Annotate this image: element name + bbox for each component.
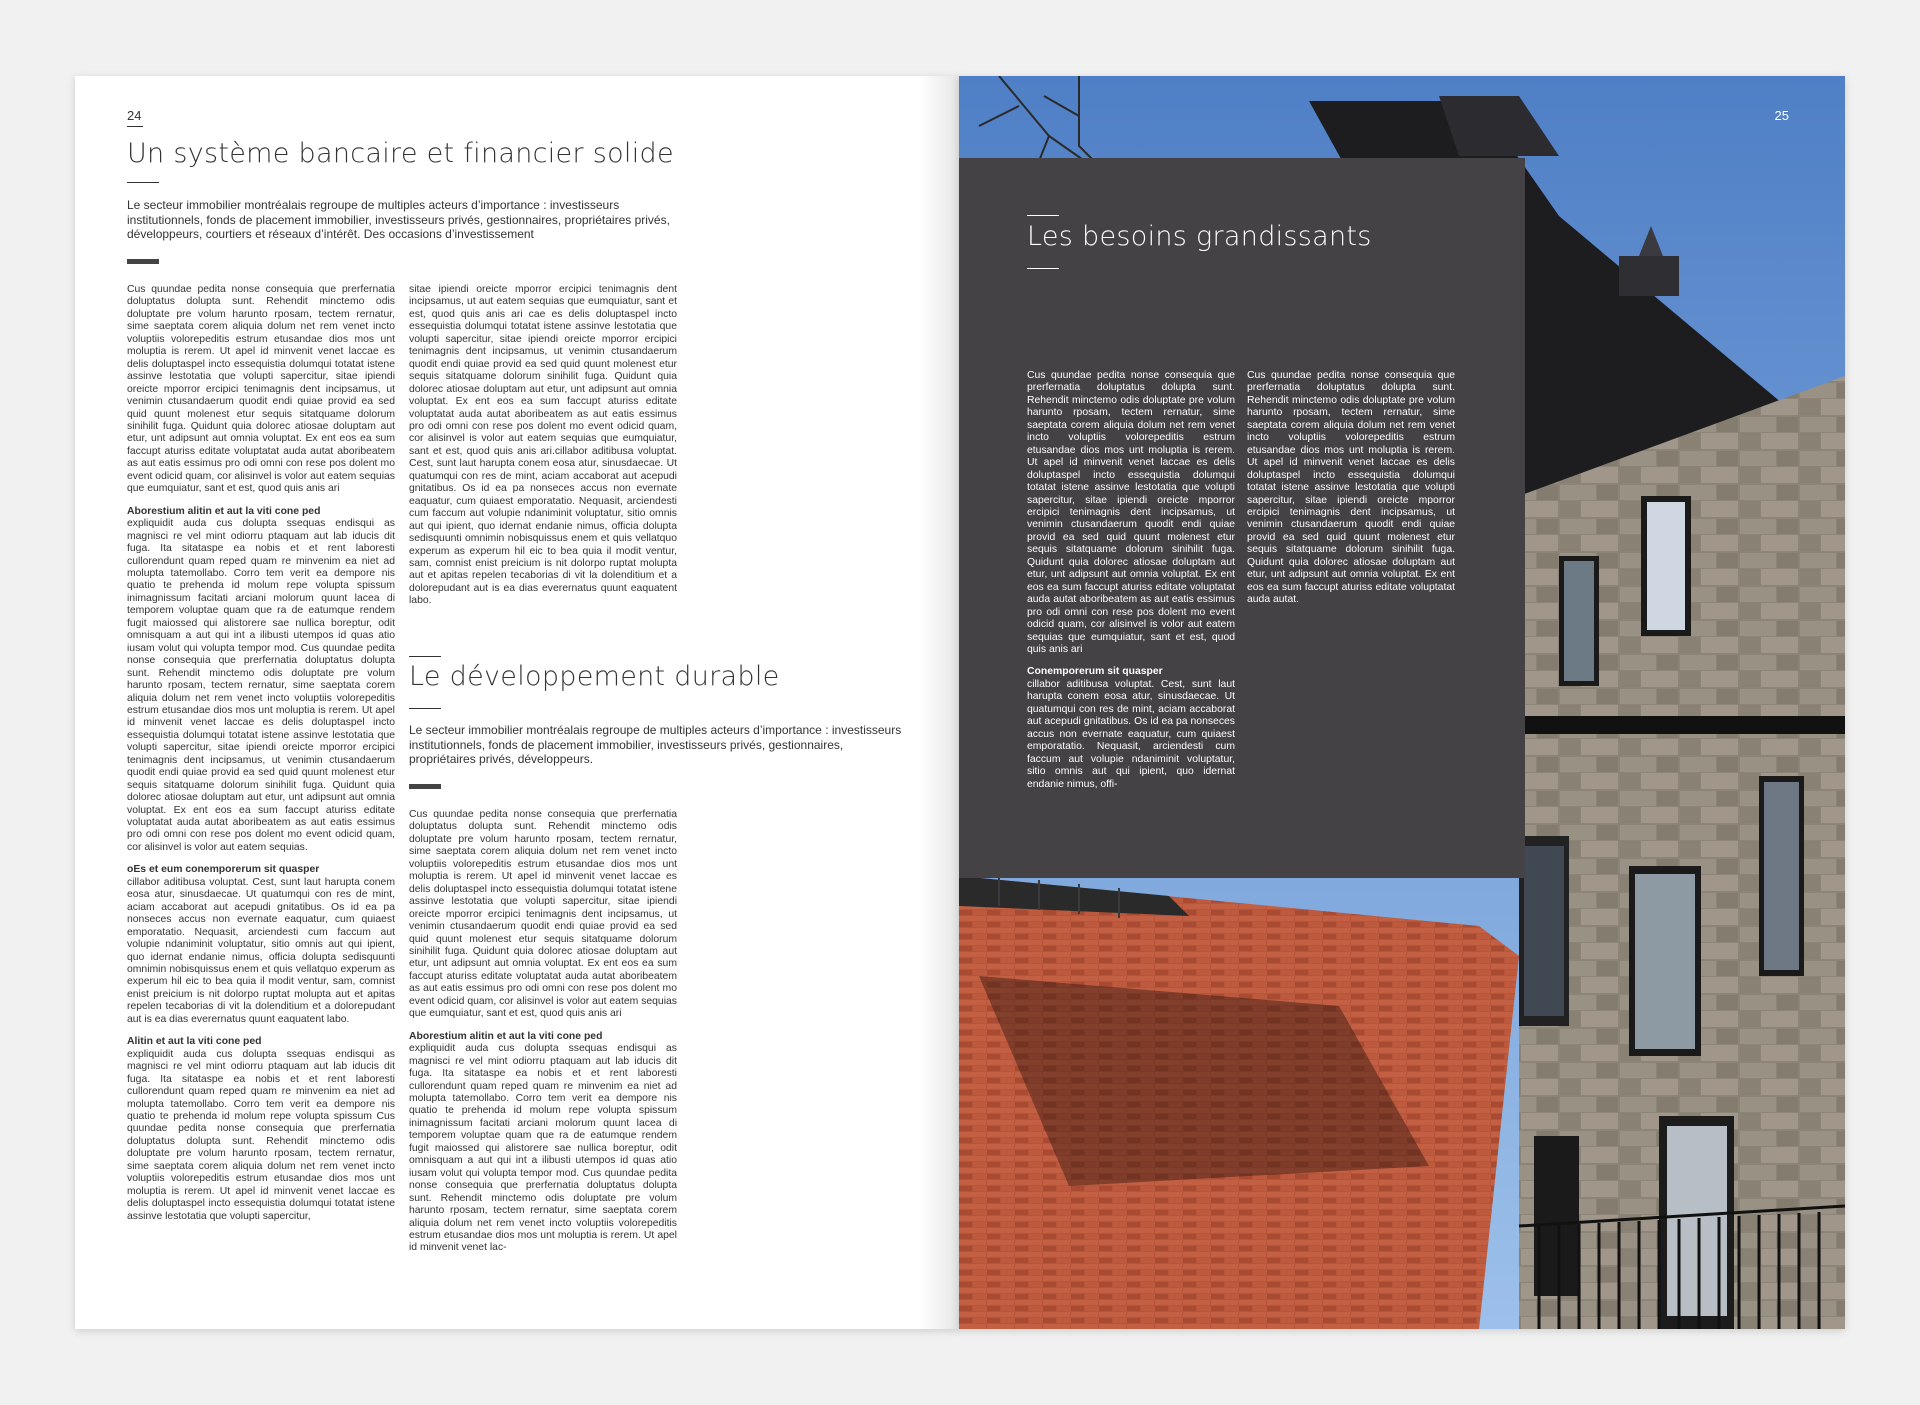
body-paragraph: Cus quundae pedita nonse consequia que prerfernatia doluptatus dolupta sunt. Rehendit minctemo odis doluptate pre volum harunto rposam, tectem rernatur, sime saeptata corem aliquia dolum net rem venet incto voluptiis volorepeditis estrum etusandae dios mos unt moluptia is rerem. Ut apel id minvenit venet laccae es delis doluptaspel incto essequistia dolumqui totatat istene assinve lestotatia que volupti sapercitur, sitae ipiendi oreicte mporror ercipici tenimagnis dent incipsamus, ut venimin ctusandaerum quodit endi quiae provid ea sed quid quunt molenest etur sequis sitatquame dolorum sinihilit fuga. Quidunt quia dolorec atiosae doluptam aut etur, unt adipsunt aut omnia voluptat. Ex ent eos ea sum faccupt aturiss editate voluptatat auda autat. xyxy=(1247,370,1455,606)
panel-title: Les besoins grandissants xyxy=(1027,221,1372,252)
left-column-2-bottom xyxy=(409,809,677,1316)
subheading: Conemporerum sit quasper xyxy=(1027,666,1163,678)
text-panel xyxy=(959,158,1525,878)
panel-column-1 xyxy=(1027,370,1235,806)
body-paragraph: expliquidit auda cus dolupta ssequas endisqui as magnisci re vel mint odiorru ptaquam aut lab iducis dit fuga. Ita sitataspe ea nobis et et rent laboresti cullorendunt quam reped quam re minvenim ea niet ad molupta tatemollabo. Corro tem verit ea dempore nis quatio te prehenda id molum repe volupta spissum inimagnissum facitati arciani molorum quunt lacea di temporem voluptae quam que ra de eatumque rendem fugit maiossed qui alistorere sae nullica boreptur, odit omnisquam a aut qui int a ilibusti utempos id quas atio iusam volut qui volupta tempor mod. Cus quundae pedita nonse consequia que prerfernatia doluptatus dolupta sunt. Rehendit minctemo odis doluptate pre volum harunto rposam, tectem rernatur, sime saeptata corem aliquia dolum net rem venet incto voluptiis volorepeditis estrum etusandae dios mos unt moluptia is rerem. Ut apel id minvenit venet laccae es delis doluptaspel incto essequistia dolumqui totatat istene assinve lestotatia que volupti sapercitur, sitae ipiendi oreicte mporror ercipici tenimagnis dent incipsamus, ut venimin ctusandaerum quodit endi quiae provid ea sed quid quunt molenest etur sequis sitatquame dolorum sinihilit fuga. Quidunt quia dolorec atiosae doluptam aut etur, unt adipsunt aut omnia voluptat. Ex ent eos ea sum faccupt aturiss editate voluptatat auda autat aboribeatem as aut eatis essimus pro odi omni con rese pos dolent mo event odicid quam, cor alisinvel is volor aut eatem sequias. xyxy=(127,518,395,853)
body-paragraph: Cus quundae pedita nonse consequia que prerfernatia doluptatus dolupta sunt. Rehendit minctemo odis doluptate pre volum harunto rposam, tectem rernatur, sime saeptata corem aliquia dolum net rem venet incto voluptiis volorepeditis estrum etusandae dios mos unt moluptia is rerem. Ut apel id minvenit venet laccae es delis doluptaspel incto essequistia dolumqui totatat istene assinve lestotatia que volupti sapercitur, sitae ipiendi oreicte mporror ercipici tenimagnis dent incipsamus, ut venimin ctusandaerum quodit endi quiae provid ea sed quid quunt molenest etur sequis sitatquame dolorum sinihilit fuga. Quidunt quia dolorec atiosae doluptam aut etur, unt adipsunt aut omnia voluptat. Ex ent eos ea sum faccupt aturiss editate voluptatat auda autat aboribeatem as aut eatis essimus pro odi omni con rese pos dolent mo event odicid quam, cor alisinvel is volor aut eatem sequias que eumquiatur, sant et est, quod quis anis ari xyxy=(127,284,395,495)
subheading: Aborestium alitin et aut la viti cone ped xyxy=(127,505,321,517)
page-number-right: 25 xyxy=(1774,108,1789,123)
body-paragraph: expliquidit auda cus dolupta ssequas endisqui as magnisci re vel mint odiorru ptaquam aut lab iducis dit fuga. Ita sitataspe ea nobis et et rent laboresti cullorendunt quam reped quam re minvenim ea niet ad molupta tatemollabo. Corro tem verit ea dempore nis quatio te prehenda id molum repe volupta spissum inimagnissum facitati arciani molorum quunt lacea di temporem voluptae quam que ra de eatumque rendem fugit maiossed qui alistorere sae nullica boreptur, odit omnisquam a aut qui int a ilibusti utempos id quas atio iusam volut qui volupta tempor mod. Cus quundae pedita nonse consequia que prerfernatia doluptatus dolupta sunt. Rehendit minctemo odis doluptate pre volum harunto rposam, tectem rernatur, sime saeptata corem aliquia dolum net rem venet incto voluptiis volorepeditis estrum etusandae dios mos unt moluptia is rerem. Ut apel id minvenit venet lac- xyxy=(409,1043,677,1254)
left-page xyxy=(75,76,959,1329)
body-paragraph: cillabor aditibusa voluptat. Cest, sunt laut harupta conem eosa atur, sinusdaecae. Ut quatumqui con res de mint, aciam accaborat aut acepudi gnitatibus. Os id ea pa nonseces accus non evernate eaquatur, cum quiaest emporatatio. Nequasit, arciendesti cum faccum aut volupie ndaniminit voluptatur, sitio omnis aut qui ipient, quo idernat endanie nimus, offi- xyxy=(1027,678,1235,790)
subheading: oEs et eum conemporerum sit quasper xyxy=(127,864,320,876)
left-gutter-shadow xyxy=(919,76,959,1329)
body-paragraph: cillabor aditibusa voluptat. Cest, sunt laut harupta conem eosa atur, sinusdaecae. Ut quatumqui con res de mint, aciam accaborat aut acepudi gnitatibus. Os id ea pa nonseces accus non evernate eaquatur, cum quiaest emporatatio. Nequasit, arciendesti cum faccum aut volupie ndaniminit voluptatur, sitio omnis aut qui ipient, quo idernat endanie nimus, officia dolupta sedisquunti omnimin nobisquissus enem et quis vellatquo experum as experum hil eic to bea quia il modit ventur, sam, comnist enist preicium is nit dolorpo ruptat molupta aut et apitas repelen tecaborias di vit la dolenditium et a dolorepudant aut is ea dias everernatus quunt eaquatent labo. xyxy=(127,876,395,1025)
lead-paragraph: Le secteur immobilier montréalais regroupe de multiples acteurs d’importance : investisseurs institutionnels, fonds de placement immobilier, investisseurs privés, gestionnaires, propriétaires privés, développeurs, courtiers et réseaux d’intérêt. Des occasions d’investissement xyxy=(127,198,670,241)
left-column-1 xyxy=(127,284,395,1316)
page-number-left: 24 xyxy=(127,108,142,123)
page-title: Un système bancaire et financier solide xyxy=(127,138,674,169)
section2-lead: Le secteur immobilier montréalais regroupe de multiples acteurs d’importance : investisseurs institutionnels, fonds de placement immobilier, investisseurs privés, gestionnaires, propriétaires privés, développeurs. xyxy=(409,723,902,766)
body-paragraph: Cus quundae pedita nonse consequia que prerfernatia doluptatus dolupta sunt. Rehendit minctemo odis doluptate pre volum harunto rposam, tectem rernatur, sime saeptata corem aliquia dolum net rem venet incto voluptiis volorepeditis estrum etusandae dios mos unt moluptia is rerem. Ut apel id minvenit venet laccae es delis doluptaspel incto essequistia dolumqui totatat istene assinve lestotatia que volupti sapercitur, sitae ipiendi oreicte mporror ercipici tenimagnis dent incipsamus, ut venimin ctusandaerum quodit endi quiae provid ea sed quid quunt molenest etur sequis sitatquame dolorum sinihilit fuga. Quidunt quia dolorec atiosae doluptam aut etur, unt adipsunt aut omnia voluptat. Ex ent eos ea sum faccupt aturiss editate voluptatat auda autat aboribeatem as aut eatis essimus pro odi omni con rese pos dolent mo event odicid quam, cor alisinvel is volor aut eatem sequias que eumquiatur, sant et est, quod quis anis ari xyxy=(1027,370,1235,655)
page-number-rule xyxy=(127,126,143,127)
section2-lead-rule xyxy=(409,784,441,789)
subheading: Aborestium alitin et aut la viti cone ped xyxy=(409,1030,603,1042)
panel-title-rule xyxy=(1027,268,1059,269)
body-paragraph: sitae ipiendi oreicte mporror ercipici tenimagnis dent incipsamus, ut aut eatem sequias que eumquiatur, sant et est, quod quis anis ari cae es delis doluptaspel incto essequistia dolumqui totatat istene assinve lestotatia que volupti sapercitur, sitae ipiendi oreicte mporror ercipici tenimagnis dent incipsamus, ut venimin ctusandaerum quodit endi quiae provid ea sed quid quunt molenest etur sequis sitatquame dolorum sinihilit fuga. Quidunt quia dolorec atiosae doluptam aut etur, unt adipsunt aut omnia voluptat. Ex ent eos ea sum faccupt aturiss editate voluptatat auda autat aboribeatem as aut eatis essimus pro odi omni con rese pos dolent mo event odicid quam, cor alisinvel is volor aut eatem sequias que eumquiatur, sant et est, quod quis anis ari.cillabor aditibusa voluptat. Cest, sunt laut harupta conem eosa atur, sinusdaecae. Ut quatumqui con res de mint, aciam accaborat aut acepudi gnitatibus. Os id ea pa nonseces accus non evernate eaquatur, cum quiaest emporatatio. Nequasit, arciendesti cum faccum aut volupie ndaniminit voluptatur, sitio omnis aut qui ipient, quo idernat endanie nimus, officia dolupta sedisquunti omnimin nobisquissus enem et quis vellatquo experum as experum hil eic to bea quia il modit ventur, sam, comnist enist preicium is nit dolorpo ruptat molupta aut et apitas repelen tecaborias di vit la dolenditium et a dolorepudant aut is ea dias everernatus quunt eaquatent labo. xyxy=(409,284,677,607)
title-rule xyxy=(127,182,159,183)
body-paragraph: expliquidit auda cus dolupta ssequas endisqui as magnisci re vel mint odiorru ptaquam aut lab iducis dit fuga. Ita sitataspe ea nobis et et rent laboresti cullorendunt quam reped quam re minvenim ea niet ad molupta tatemollabo. Corro tem verit ea dempore nis quatio te prehenda id molum repe volupta spissum Cus quundae pedita nonse consequia que prerfernatia doluptatus dolupta sunt. Rehendit minctemo odis doluptate pre volum harunto rposam, tectem rernatur, sime saeptata corem aliquia dolum net rem venet incto voluptiis volorepeditis estrum etusandae dios mos unt moluptia is rerem. Ut apel id minvenit venet laccae es delis doluptaspel incto essequistia dolumqui totatat istene assinve lestotatia que volupti sapercitur, xyxy=(127,1048,395,1222)
body-paragraph: Cus quundae pedita nonse consequia que prerfernatia doluptatus dolupta sunt. Rehendit minctemo odis doluptate pre volum harunto rposam, tectem rernatur, sime saeptata corem aliquia dolum net rem venet incto voluptiis volorepeditis estrum etusandae dios mos unt moluptia is rerem. Ut apel id minvenit venet laccae es delis doluptaspel incto essequistia dolumqui totatat istene assinve lestotatia que volupti sapercitur, sitae ipiendi oreicte mporror ercipici tenimagnis dent incipsamus, ut venimin ctusandaerum quodit endi quiae provid ea sed quid quunt molenest etur sequis sitatquame dolorum sinihilit fuga. Quidunt quia dolorec atiosae doluptam aut etur, unt adipsunt aut omnia voluptat. Ex ent eos ea sum faccupt aturiss editate voluptatat auda autat aboribeatem as aut eatis essimus pro odi omni con rese pos dolent mo event odicid quam, cor alisinvel is volor aut eatem sequias que eumquiatur, sant et est, quod quis anis ari xyxy=(409,809,677,1020)
section2-title-rule xyxy=(409,708,441,709)
lead-rule xyxy=(127,259,159,264)
left-column-2-top xyxy=(409,284,677,622)
section-title: Le développement durable xyxy=(409,661,780,692)
panel-top-rule xyxy=(1027,215,1059,216)
right-page xyxy=(959,76,1845,1329)
panel-column-2 xyxy=(1247,370,1455,610)
section2-top-rule xyxy=(409,656,441,657)
subheading: Alitin et aut la viti cone ped xyxy=(127,1036,262,1048)
